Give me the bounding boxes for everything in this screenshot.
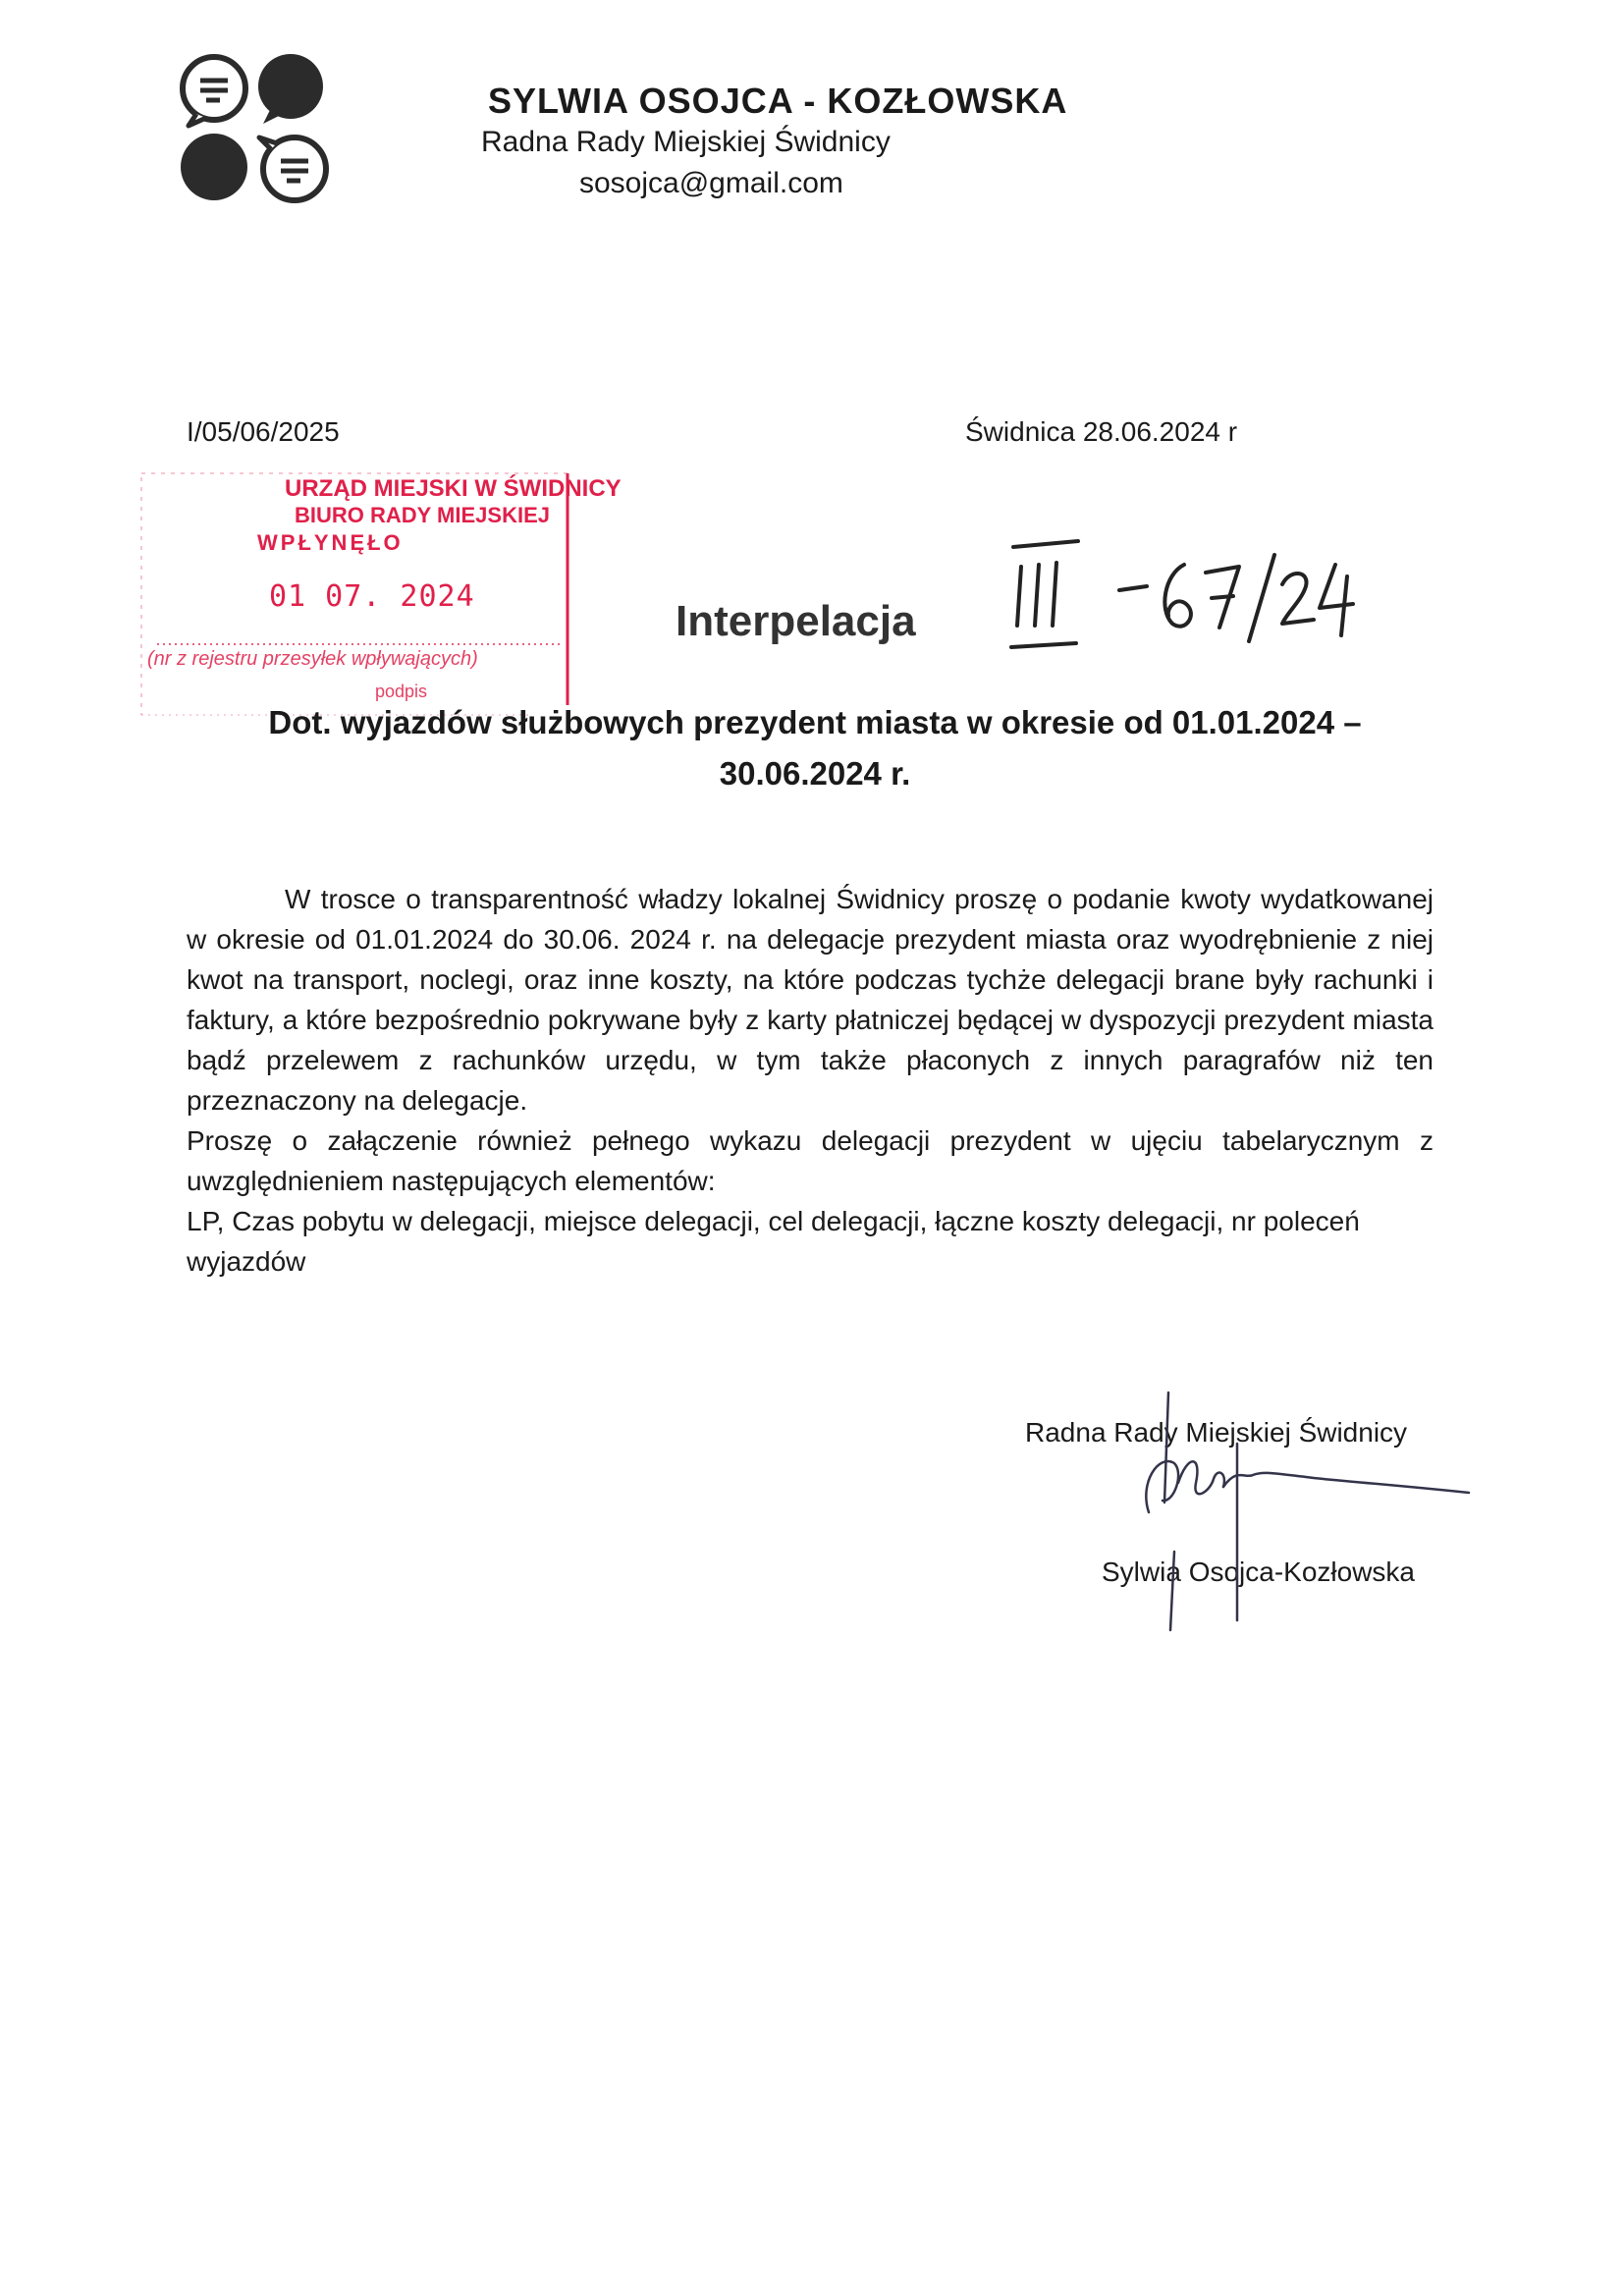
stamp-date: 01 07. 2024 <box>269 579 475 614</box>
stamp-signature-label: podpis <box>375 682 428 701</box>
subject-line-2: 30.06.2024 r. <box>719 755 911 792</box>
subject-line-1: Dot. wyjazdów służbowych prezydent miasta w okresie od 01.01.2024 – <box>268 704 1362 740</box>
handwritten-signature <box>1080 1385 1473 1640</box>
body-paragraph-2: Proszę o załączenie również pełnego wykazu delegacji prezydent w ujęciu tabelarycznym z uwzględnieniem następujących elementów: <box>187 1125 1434 1196</box>
signature-name: Sylwia Osojca-Kozłowska <box>1102 1557 1415 1587</box>
author-name: SYLWIA OSOJCA - KOZŁOWSKA <box>488 81 1068 121</box>
stamp-registry-label: (nr z rejestru przesyłek wpływających) <box>147 648 478 670</box>
letter-body <box>187 879 1434 1282</box>
stamp-line-1: URZĄD MIEJSKI W ŚWIDNICY <box>285 475 622 502</box>
document-title: Interpelacja <box>676 597 916 645</box>
reference-number: I/05/06/2025 <box>187 416 340 447</box>
incoming-stamp <box>137 469 622 735</box>
body-paragraph-1: W trosce o transparentność władzy lokalnej Świdnicy proszę o podanie kwoty wydatkowanej w okresie od 01.01.2024 do 30.06. 2024 r. na delegacje prezydent miasta oraz wyodrębnienie z niej kwot na transport, noclegi, oraz inne koszty, na które podczas tychże delegacji brane były rachunki i faktury, a które bezpośrednio pokrywane były z karty płatniczej będącej w dyspozycji prezydent miasta bądź przelewem z rachunków urzędu, w tym także płaconych z innych paragrafów niż ten przeznaczony na delegacje. <box>187 884 1434 1116</box>
place-date: Świdnica 28.06.2024 r <box>965 416 1238 447</box>
author-email: sosojca@gmail.com <box>579 167 843 199</box>
subject <box>226 697 1404 799</box>
signature-role: Radna Rady Miejskiej Świdnicy <box>1025 1417 1408 1448</box>
handwritten-case-number <box>992 525 1384 683</box>
stamp-line-2: BIURO RADY MIEJSKIEJ <box>295 503 550 527</box>
speech-bubbles-icon <box>177 51 334 208</box>
body-paragraph-3: LP, Czas pobytu w delegacji, miejsce delegacji, cel delegacji, łączne koszty delegacji, nr poleceń wyjazdów <box>187 1206 1360 1277</box>
stamp-line-3: WPŁYNĘŁO <box>257 530 404 555</box>
author-role: Radna Rady Miejskiej Świdnicy <box>481 126 891 158</box>
